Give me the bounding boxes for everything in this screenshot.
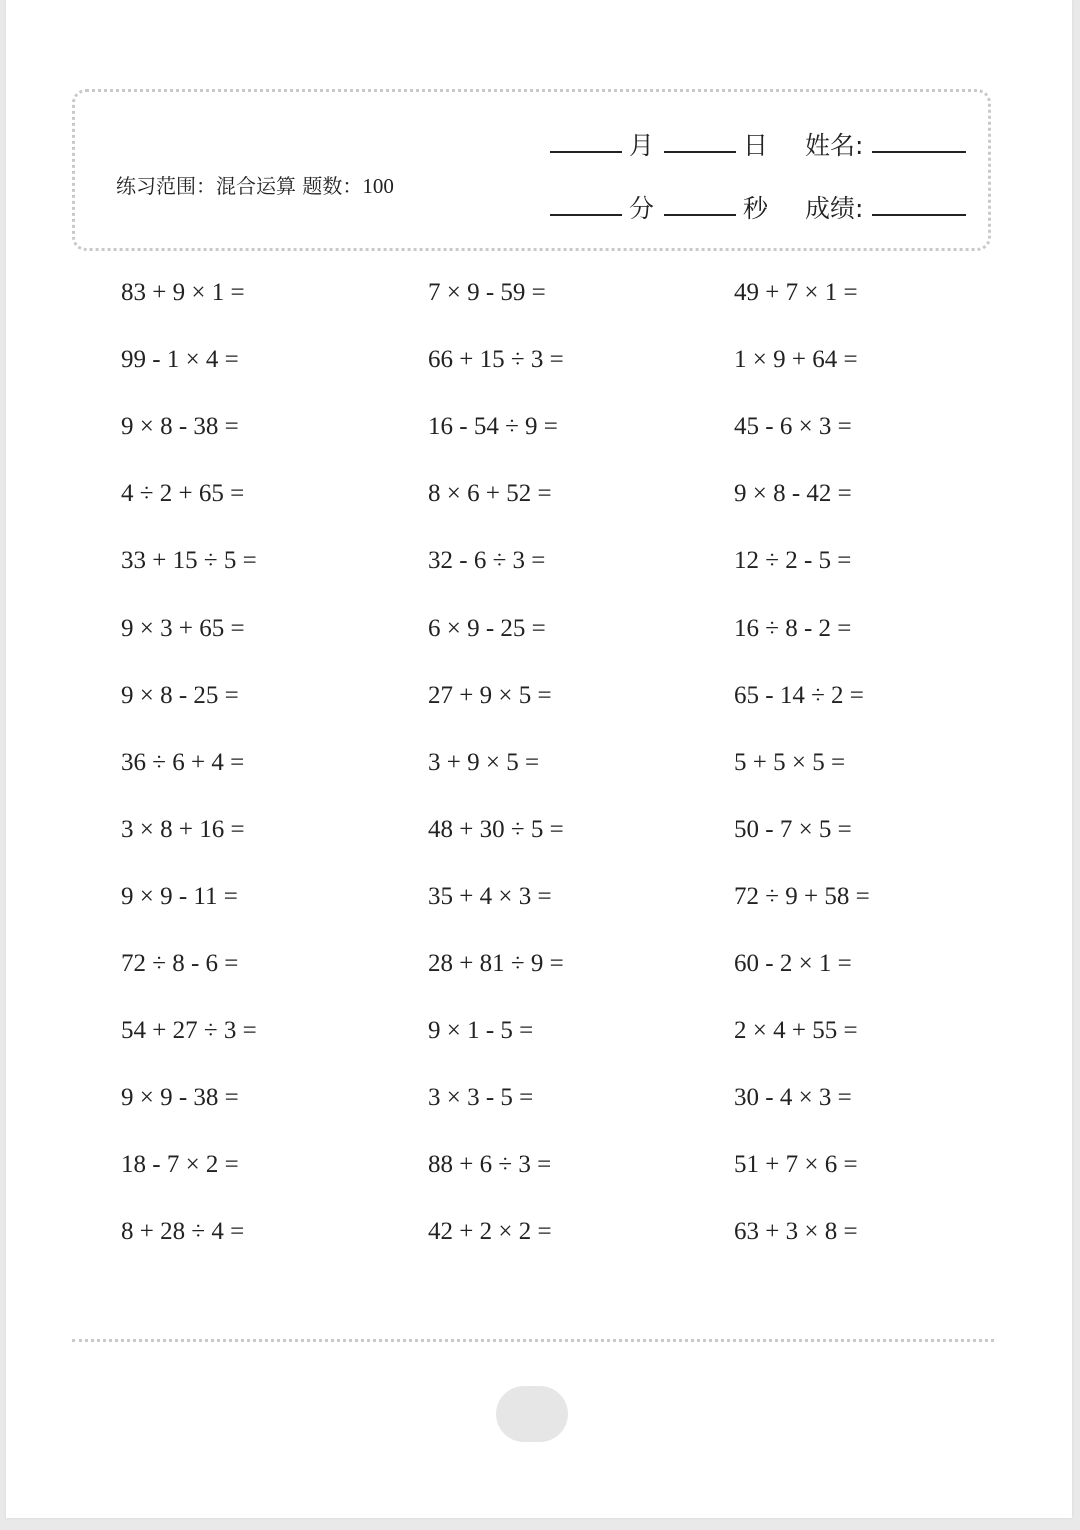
problem-item: 66 + 15 ÷ 3 = <box>428 346 564 373</box>
problem-item: 54 + 27 ÷ 3 = <box>121 1017 257 1044</box>
problem-item: 30 - 4 × 3 = <box>734 1084 852 1111</box>
problem-item: 9 × 9 - 38 = <box>121 1084 239 1111</box>
problem-item: 3 × 8 + 16 = <box>121 816 245 843</box>
problem-item: 72 ÷ 8 - 6 = <box>121 950 239 977</box>
problem-item: 33 + 15 ÷ 5 = <box>121 547 257 574</box>
problem-item: 6 × 9 - 25 = <box>428 615 546 642</box>
problem-item: 8 + 28 ÷ 4 = <box>121 1218 245 1245</box>
problem-item: 63 + 3 × 8 = <box>734 1218 858 1245</box>
problem-item: 50 - 7 × 5 = <box>734 816 852 843</box>
problem-item: 3 + 9 × 5 = <box>428 749 540 776</box>
problem-item: 27 + 9 × 5 = <box>428 682 552 709</box>
problem-item: 9 × 8 - 38 = <box>121 413 239 440</box>
problem-item: 9 × 8 - 25 = <box>121 682 239 709</box>
problem-item: 9 × 9 - 11 = <box>121 883 238 910</box>
problem-item: 65 - 14 ÷ 2 = <box>734 682 864 709</box>
problem-item: 99 - 1 × 4 = <box>121 346 239 373</box>
problem-item: 12 ÷ 2 - 5 = <box>734 547 852 574</box>
problem-item: 5 + 5 × 5 = <box>734 749 846 776</box>
problem-item: 1 × 9 + 64 = <box>734 346 858 373</box>
problem-item: 51 + 7 × 6 = <box>734 1151 858 1178</box>
problem-item: 9 × 1 - 5 = <box>428 1017 534 1044</box>
minute-label: 分 <box>629 194 655 223</box>
page-indicator <box>496 1386 568 1442</box>
problem-item: 16 - 54 ÷ 9 = <box>428 413 558 440</box>
problem-item: 9 × 8 - 42 = <box>734 480 852 507</box>
problem-item: 7 × 9 - 59 = <box>428 279 546 306</box>
second-label: 秒 <box>743 194 769 223</box>
problem-item: 28 + 81 ÷ 9 = <box>428 950 564 977</box>
problem-item: 16 ÷ 8 - 2 = <box>734 615 852 642</box>
problem-item: 4 ÷ 2 + 65 = <box>121 480 245 507</box>
problem-item: 72 ÷ 9 + 58 = <box>734 883 870 910</box>
problem-item: 18 - 7 × 2 = <box>121 1151 239 1178</box>
problem-item: 88 + 6 ÷ 3 = <box>428 1151 552 1178</box>
problem-item: 8 × 6 + 52 = <box>428 480 552 507</box>
footer-divider <box>72 1339 994 1342</box>
name-label: 姓名: <box>805 131 864 160</box>
problem-item: 45 - 6 × 3 = <box>734 413 852 440</box>
problem-item: 2 × 4 + 55 = <box>734 1017 858 1044</box>
range-label: 练习范围：混合运算 题数： <box>116 174 363 198</box>
problem-item: 36 ÷ 6 + 4 = <box>121 749 245 776</box>
problem-count: 100 <box>362 174 394 198</box>
problem-item: 32 - 6 ÷ 3 = <box>428 547 546 574</box>
problem-item: 48 + 30 ÷ 5 = <box>428 816 564 843</box>
day-label: 日 <box>743 131 769 160</box>
problem-item: 83 + 9 × 1 = <box>121 279 245 306</box>
problem-item: 60 - 2 × 1 = <box>734 950 852 977</box>
problem-item: 49 + 7 × 1 = <box>734 279 858 306</box>
score-label: 成绩: <box>805 194 864 223</box>
problem-item: 3 × 3 - 5 = <box>428 1084 534 1111</box>
problem-item: 35 + 4 × 3 = <box>428 883 552 910</box>
problem-item: 42 + 2 × 2 = <box>428 1218 552 1245</box>
month-label: 月 <box>629 131 655 160</box>
problem-item: 9 × 3 + 65 = <box>121 615 245 642</box>
